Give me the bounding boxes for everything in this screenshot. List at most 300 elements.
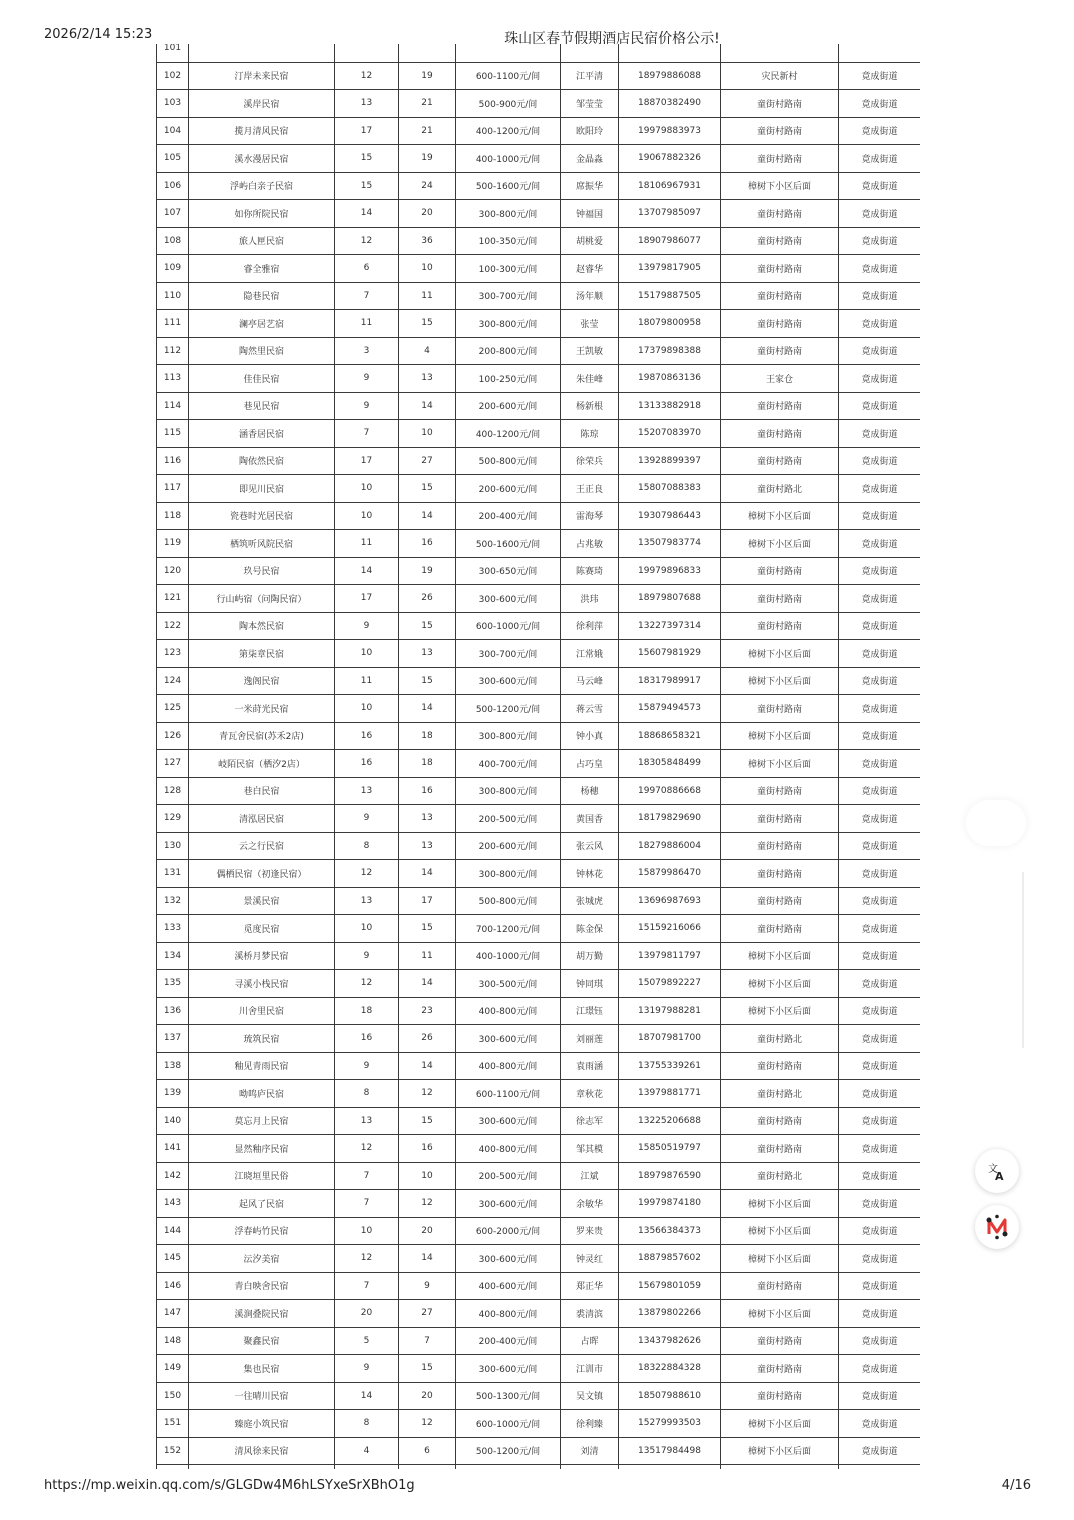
contact-cell: 雷海琴 xyxy=(561,502,619,530)
rooms-cell: 16 xyxy=(335,722,399,750)
contact-cell: 张城虎 xyxy=(561,887,619,915)
row-number: 130 xyxy=(157,832,189,860)
rooms-cell: 9 xyxy=(335,805,399,833)
table-row xyxy=(157,200,921,228)
table-row xyxy=(157,860,921,888)
beds-cell xyxy=(399,1465,456,1470)
contact-cell: 江常娥 xyxy=(561,640,619,668)
contact-cell: 占巧皇 xyxy=(561,750,619,778)
rooms-cell: 9 xyxy=(335,612,399,640)
contact-cell: 袁雨涵 xyxy=(561,1052,619,1080)
price-cell: 400-800元/间 xyxy=(456,1135,561,1163)
name-cell xyxy=(189,44,335,62)
name-cell: 瓷巷时光居民宿 xyxy=(189,502,335,530)
rooms-cell: 18 xyxy=(335,997,399,1025)
street-cell: 竟成街道 xyxy=(839,310,921,338)
name-cell: 巷见民宿 xyxy=(189,392,335,420)
rooms-cell: 8 xyxy=(335,1080,399,1108)
table-row xyxy=(157,1355,921,1383)
beds-cell: 23 xyxy=(399,997,456,1025)
phone-cell: 15879986470 xyxy=(619,860,721,888)
street-cell: 竟成街道 xyxy=(839,420,921,448)
rooms-cell: 8 xyxy=(335,1410,399,1438)
beds-cell xyxy=(399,44,456,62)
app-logo-icon xyxy=(984,1214,1010,1240)
rooms-cell: 9 xyxy=(335,1052,399,1080)
phone-cell: 13755339261 xyxy=(619,1052,721,1080)
beds-cell: 15 xyxy=(399,667,456,695)
street-cell: 竟成街道 xyxy=(839,282,921,310)
street-cell: 竟成街道 xyxy=(839,997,921,1025)
price-cell: 400-1200元/间 xyxy=(456,117,561,145)
address-cell: 童街村路南 xyxy=(721,777,839,805)
table-row xyxy=(157,585,921,613)
phone-cell: 19067882326 xyxy=(619,145,721,173)
phone-cell: 19970886668 xyxy=(619,777,721,805)
table-row xyxy=(157,832,921,860)
rooms-cell: 12 xyxy=(335,1245,399,1273)
address-cell: 童街村路南 xyxy=(721,1382,839,1410)
contact-cell: 徐志军 xyxy=(561,1107,619,1135)
phone-cell: 15079892227 xyxy=(619,970,721,998)
beds-cell: 14 xyxy=(399,1052,456,1080)
row-number: 122 xyxy=(157,612,189,640)
address-cell: 童街村路南 xyxy=(721,832,839,860)
street-cell: 竟成街道 xyxy=(839,1052,921,1080)
translate-button[interactable] xyxy=(975,1149,1019,1193)
rooms-cell: 3 xyxy=(335,337,399,365)
phone-cell: 19870863136 xyxy=(619,365,721,393)
price-table-container xyxy=(156,44,920,1469)
table-row xyxy=(157,282,921,310)
phone-cell: 15179887505 xyxy=(619,282,721,310)
beds-cell: 13 xyxy=(399,640,456,668)
beds-cell: 27 xyxy=(399,1300,456,1328)
name-cell xyxy=(189,1465,335,1470)
row-number: 116 xyxy=(157,447,189,475)
phone-cell: 17379898388 xyxy=(619,337,721,365)
address-cell: 童街村路南 xyxy=(721,1272,839,1300)
table-row xyxy=(157,62,921,90)
address-cell: 童街村路南 xyxy=(721,612,839,640)
name-cell: 栖筑听风院民宿 xyxy=(189,530,335,558)
street-cell: 竟成街道 xyxy=(839,1355,921,1383)
rooms-cell: 13 xyxy=(335,1107,399,1135)
phone-cell: 13225206688 xyxy=(619,1107,721,1135)
street-cell: 竟成街道 xyxy=(839,777,921,805)
row-number: 108 xyxy=(157,227,189,255)
contact-cell: 刘丽莲 xyxy=(561,1025,619,1053)
price-cell xyxy=(456,44,561,62)
beds-cell: 16 xyxy=(399,1135,456,1163)
name-cell: 涵香居民宿 xyxy=(189,420,335,448)
scrollbar[interactable] xyxy=(1022,872,1024,1048)
price-cell: 200-500元/间 xyxy=(456,1162,561,1190)
street-cell: 竟成街道 xyxy=(839,530,921,558)
beds-cell: 16 xyxy=(399,530,456,558)
contact-cell: 钟灵红 xyxy=(561,1245,619,1273)
table-row xyxy=(157,942,921,970)
phone-cell: 18879857602 xyxy=(619,1245,721,1273)
beds-cell: 4 xyxy=(399,337,456,365)
street-cell: 竟成街道 xyxy=(839,1300,921,1328)
name-cell: 釉见青雨民宿 xyxy=(189,1052,335,1080)
rooms-cell: 10 xyxy=(335,475,399,503)
app-button[interactable] xyxy=(975,1205,1019,1249)
address-cell: 樟树下小区后面 xyxy=(721,1217,839,1245)
address-cell: 童街村路南 xyxy=(721,557,839,585)
price-cell: 200-400元/间 xyxy=(456,1327,561,1355)
table-row xyxy=(157,145,921,173)
svg-text:文: 文 xyxy=(988,1164,998,1175)
row-number: 134 xyxy=(157,942,189,970)
beds-cell: 20 xyxy=(399,1217,456,1245)
rooms-cell: 9 xyxy=(335,1355,399,1383)
phone-cell: 13133882918 xyxy=(619,392,721,420)
contact-cell: 郑正华 xyxy=(561,1272,619,1300)
contact-cell xyxy=(561,1465,619,1470)
beds-cell: 10 xyxy=(399,255,456,283)
price-cell: 600-1100元/间 xyxy=(456,1080,561,1108)
price-cell: 300-800元/间 xyxy=(456,310,561,338)
table-row xyxy=(157,227,921,255)
rooms-cell: 7 xyxy=(335,1162,399,1190)
name-cell: 汀岸未来民宿 xyxy=(189,62,335,90)
rooms-cell: 14 xyxy=(335,557,399,585)
rooms-cell: 9 xyxy=(335,942,399,970)
table-row xyxy=(157,172,921,200)
name-cell: 寻溪小栈民宿 xyxy=(189,970,335,998)
address-cell: 樟树下小区后面 xyxy=(721,1437,839,1465)
street-cell: 竟成街道 xyxy=(839,392,921,420)
address-cell: 童街村路南 xyxy=(721,145,839,173)
table-row xyxy=(157,1300,921,1328)
rooms-cell: 15 xyxy=(335,145,399,173)
rooms-cell: 7 xyxy=(335,282,399,310)
contact-cell: 裘清滨 xyxy=(561,1300,619,1328)
street-cell: 竟成街道 xyxy=(839,612,921,640)
name-cell: 溪岸民宿 xyxy=(189,90,335,118)
edge-panel-shadow xyxy=(966,800,1026,846)
street-cell: 竟成街道 xyxy=(839,695,921,723)
contact-cell: 席振华 xyxy=(561,172,619,200)
row-number: 119 xyxy=(157,530,189,558)
contact-cell: 江训市 xyxy=(561,1355,619,1383)
address-cell: 童街村路南 xyxy=(721,1052,839,1080)
contact-cell: 余敏华 xyxy=(561,1190,619,1218)
phone-cell: 15159216066 xyxy=(619,915,721,943)
row-number: 148 xyxy=(157,1327,189,1355)
phone-cell: 18279886004 xyxy=(619,832,721,860)
price-cell: 600-1100元/间 xyxy=(456,62,561,90)
contact-cell: 黄国香 xyxy=(561,805,619,833)
price-cell: 400-800元/间 xyxy=(456,997,561,1025)
row-number: 131 xyxy=(157,860,189,888)
row-number: 113 xyxy=(157,365,189,393)
row-number: 110 xyxy=(157,282,189,310)
rooms-cell: 13 xyxy=(335,887,399,915)
table-row xyxy=(157,887,921,915)
phone-cell: 13696987693 xyxy=(619,887,721,915)
contact-cell: 刘清 xyxy=(561,1437,619,1465)
beds-cell: 11 xyxy=(399,942,456,970)
price-cell: 300-800元/间 xyxy=(456,777,561,805)
contact-cell: 邹其模 xyxy=(561,1135,619,1163)
beds-cell: 14 xyxy=(399,392,456,420)
row-number: 117 xyxy=(157,475,189,503)
address-cell: 童街村路南 xyxy=(721,447,839,475)
address-cell: 童街村路南 xyxy=(721,227,839,255)
price-cell: 300-600元/间 xyxy=(456,1025,561,1053)
street-cell: 竟成街道 xyxy=(839,365,921,393)
address-cell: 童街村路南 xyxy=(721,1327,839,1355)
price-cell: 500-1600元/间 xyxy=(456,172,561,200)
price-cell: 400-700元/间 xyxy=(456,750,561,778)
table-row xyxy=(157,1025,921,1053)
row-number: 150 xyxy=(157,1382,189,1410)
address-cell: 童街村路北 xyxy=(721,1025,839,1053)
beds-cell: 21 xyxy=(399,117,456,145)
address-cell: 樟树下小区后面 xyxy=(721,1245,839,1273)
beds-cell: 15 xyxy=(399,310,456,338)
beds-cell: 12 xyxy=(399,1080,456,1108)
price-cell: 300-600元/间 xyxy=(456,1190,561,1218)
name-cell: 隐巷民宿 xyxy=(189,282,335,310)
rooms-cell: 7 xyxy=(335,420,399,448)
phone-cell: 13437982626 xyxy=(619,1327,721,1355)
rooms-cell: 8 xyxy=(335,832,399,860)
street-cell: 竟成街道 xyxy=(839,227,921,255)
row-number: 137 xyxy=(157,1025,189,1053)
price-cell: 200-800元/间 xyxy=(456,337,561,365)
address-cell: 樟树下小区后面 xyxy=(721,997,839,1025)
beds-cell: 26 xyxy=(399,1025,456,1053)
street-cell: 竟成街道 xyxy=(839,1107,921,1135)
price-cell: 300-500元/间 xyxy=(456,970,561,998)
address-cell: 樟树下小区后面 xyxy=(721,750,839,778)
table-row xyxy=(157,44,921,62)
phone-cell: 18507988610 xyxy=(619,1382,721,1410)
contact-cell: 钟林花 xyxy=(561,860,619,888)
street-cell: 竟成街道 xyxy=(839,832,921,860)
rooms-cell: 10 xyxy=(335,1217,399,1245)
name-cell: 澜亭居艺宿 xyxy=(189,310,335,338)
rooms-cell: 10 xyxy=(335,502,399,530)
street-cell: 竟成街道 xyxy=(839,337,921,365)
table-row xyxy=(157,1465,921,1470)
row-number: 132 xyxy=(157,887,189,915)
contact-cell: 钟小真 xyxy=(561,722,619,750)
page-url: https://mp.weixin.qq.com/s/GLGDw4M6hLSYxeSrXBhO1g xyxy=(44,1478,415,1493)
contact-cell: 钟同琪 xyxy=(561,970,619,998)
rooms-cell xyxy=(335,1465,399,1470)
phone-cell: 15879494573 xyxy=(619,695,721,723)
phone-cell xyxy=(619,44,721,62)
table-row xyxy=(157,1437,921,1465)
beds-cell: 27 xyxy=(399,447,456,475)
name-cell: 川舍里民宿 xyxy=(189,997,335,1025)
address-cell: 童街村路南 xyxy=(721,392,839,420)
name-cell: 景溪民宿 xyxy=(189,887,335,915)
translate-icon xyxy=(986,1160,1008,1182)
address-cell: 樟树下小区后面 xyxy=(721,667,839,695)
name-cell: 一米莳光民宿 xyxy=(189,695,335,723)
name-cell: 佳佳民宿 xyxy=(189,365,335,393)
address-cell: 童街村路南 xyxy=(721,200,839,228)
price-cell: 100-250元/间 xyxy=(456,365,561,393)
phone-cell: 15807088383 xyxy=(619,475,721,503)
price-cell: 600-2000元/间 xyxy=(456,1217,561,1245)
address-cell: 童街村路南 xyxy=(721,887,839,915)
table-row xyxy=(157,1080,921,1108)
rooms-cell: 17 xyxy=(335,117,399,145)
phone-cell: 18305848499 xyxy=(619,750,721,778)
address-cell: 童街村路南 xyxy=(721,117,839,145)
table-row xyxy=(157,310,921,338)
name-cell: 即见川民宿 xyxy=(189,475,335,503)
phone-cell: 19979896833 xyxy=(619,557,721,585)
name-cell: 浮春屿竹民宿 xyxy=(189,1217,335,1245)
price-cell: 500-1200元/间 xyxy=(456,1437,561,1465)
row-number: 139 xyxy=(157,1080,189,1108)
contact-cell: 陈赛琦 xyxy=(561,557,619,585)
table-row xyxy=(157,420,921,448)
beds-cell: 20 xyxy=(399,200,456,228)
print-datetime: 2026/2/14 15:23 xyxy=(44,27,153,42)
row-number: 149 xyxy=(157,1355,189,1383)
street-cell: 竟成街道 xyxy=(839,1272,921,1300)
table-row xyxy=(157,557,921,585)
street-cell: 竟成街道 xyxy=(839,117,921,145)
price-cell: 300-700元/间 xyxy=(456,282,561,310)
contact-cell: 金晶淼 xyxy=(561,145,619,173)
address-cell: 樟树下小区后面 xyxy=(721,1410,839,1438)
table-row xyxy=(157,447,921,475)
name-cell: 显然釉序民宿 xyxy=(189,1135,335,1163)
beds-cell: 19 xyxy=(399,557,456,585)
beds-cell: 12 xyxy=(399,1190,456,1218)
contact-cell: 马云峰 xyxy=(561,667,619,695)
price-cell: 400-1000元/间 xyxy=(456,942,561,970)
name-cell: 清风徐来民宿 xyxy=(189,1437,335,1465)
page-number: 4/16 xyxy=(1001,1478,1031,1493)
name-cell: 陶然里民宿 xyxy=(189,337,335,365)
price-cell: 100-350元/间 xyxy=(456,227,561,255)
street-cell: 竟成街道 xyxy=(839,145,921,173)
contact-cell: 徐利臻 xyxy=(561,1410,619,1438)
price-cell: 300-800元/间 xyxy=(456,860,561,888)
name-cell: 巷白民宿 xyxy=(189,777,335,805)
table-row xyxy=(157,475,921,503)
row-number: 129 xyxy=(157,805,189,833)
contact-cell: 邹莹莹 xyxy=(561,90,619,118)
row-number: 138 xyxy=(157,1052,189,1080)
beds-cell: 26 xyxy=(399,585,456,613)
address-cell: 樟树下小区后面 xyxy=(721,530,839,558)
phone-cell: 18907986077 xyxy=(619,227,721,255)
row-number: 145 xyxy=(157,1245,189,1273)
row-number: 136 xyxy=(157,997,189,1025)
rooms-cell: 15 xyxy=(335,172,399,200)
beds-cell: 14 xyxy=(399,695,456,723)
table-row xyxy=(157,970,921,998)
name-cell: 青白映舍民宿 xyxy=(189,1272,335,1300)
table-row xyxy=(157,530,921,558)
row-number: 120 xyxy=(157,557,189,585)
contact-cell: 占晖 xyxy=(561,1327,619,1355)
rooms-cell: 12 xyxy=(335,970,399,998)
name-cell: 起风了民宿 xyxy=(189,1190,335,1218)
beds-cell: 17 xyxy=(399,887,456,915)
rooms-cell: 9 xyxy=(335,365,399,393)
address-cell: 王家仓 xyxy=(721,365,839,393)
street-cell: 竟成街道 xyxy=(839,667,921,695)
beds-cell: 15 xyxy=(399,1107,456,1135)
name-cell: 陶本然民宿 xyxy=(189,612,335,640)
rooms-cell: 12 xyxy=(335,860,399,888)
table-row xyxy=(157,1245,921,1273)
row-number: 104 xyxy=(157,117,189,145)
table-row xyxy=(157,777,921,805)
name-cell: 一往晴川民宿 xyxy=(189,1382,335,1410)
phone-cell: 18079800958 xyxy=(619,310,721,338)
rooms-cell: 17 xyxy=(335,447,399,475)
table-row xyxy=(157,1052,921,1080)
table-row xyxy=(157,502,921,530)
beds-cell: 14 xyxy=(399,860,456,888)
name-cell: 沄汐美宿 xyxy=(189,1245,335,1273)
street-cell: 竟成街道 xyxy=(839,1327,921,1355)
name-cell: 溪桥月梦民宿 xyxy=(189,942,335,970)
address-cell: 童街村路南 xyxy=(721,310,839,338)
name-cell: 觅度民宿 xyxy=(189,915,335,943)
contact-cell: 洪玮 xyxy=(561,585,619,613)
contact-cell: 蒋云雪 xyxy=(561,695,619,723)
street-cell xyxy=(839,1465,921,1470)
name-cell: 呦鸣庐民宿 xyxy=(189,1080,335,1108)
price-cell: 300-700元/间 xyxy=(456,640,561,668)
row-number xyxy=(157,1465,189,1470)
address-cell: 樟树下小区后面 xyxy=(721,1300,839,1328)
address-cell: 樟树下小区后面 xyxy=(721,970,839,998)
street-cell: 竟成街道 xyxy=(839,172,921,200)
table-row xyxy=(157,337,921,365)
street-cell: 竟成街道 xyxy=(839,447,921,475)
rooms-cell: 16 xyxy=(335,1025,399,1053)
beds-cell: 18 xyxy=(399,722,456,750)
table-row xyxy=(157,640,921,668)
address-cell: 樟树下小区后面 xyxy=(721,942,839,970)
rooms-cell: 12 xyxy=(335,1135,399,1163)
address-cell: 童街村路北 xyxy=(721,475,839,503)
street-cell: 竟成街道 xyxy=(839,200,921,228)
phone-cell: 18317989917 xyxy=(619,667,721,695)
rooms-cell: 7 xyxy=(335,1190,399,1218)
beds-cell: 9 xyxy=(399,1272,456,1300)
name-cell: 陶依然民宿 xyxy=(189,447,335,475)
street-cell: 竟成街道 xyxy=(839,1217,921,1245)
phone-cell: 18979876590 xyxy=(619,1162,721,1190)
address-cell: 樟树下小区后面 xyxy=(721,172,839,200)
price-cell: 700-1200元/间 xyxy=(456,915,561,943)
address-cell: 樟树下小区后面 xyxy=(721,640,839,668)
phone-cell: 15850519797 xyxy=(619,1135,721,1163)
street-cell: 竟成街道 xyxy=(839,1080,921,1108)
row-number: 105 xyxy=(157,145,189,173)
price-cell: 500-900元/间 xyxy=(456,90,561,118)
beds-cell: 13 xyxy=(399,365,456,393)
name-cell: 旅人匣民宿 xyxy=(189,227,335,255)
